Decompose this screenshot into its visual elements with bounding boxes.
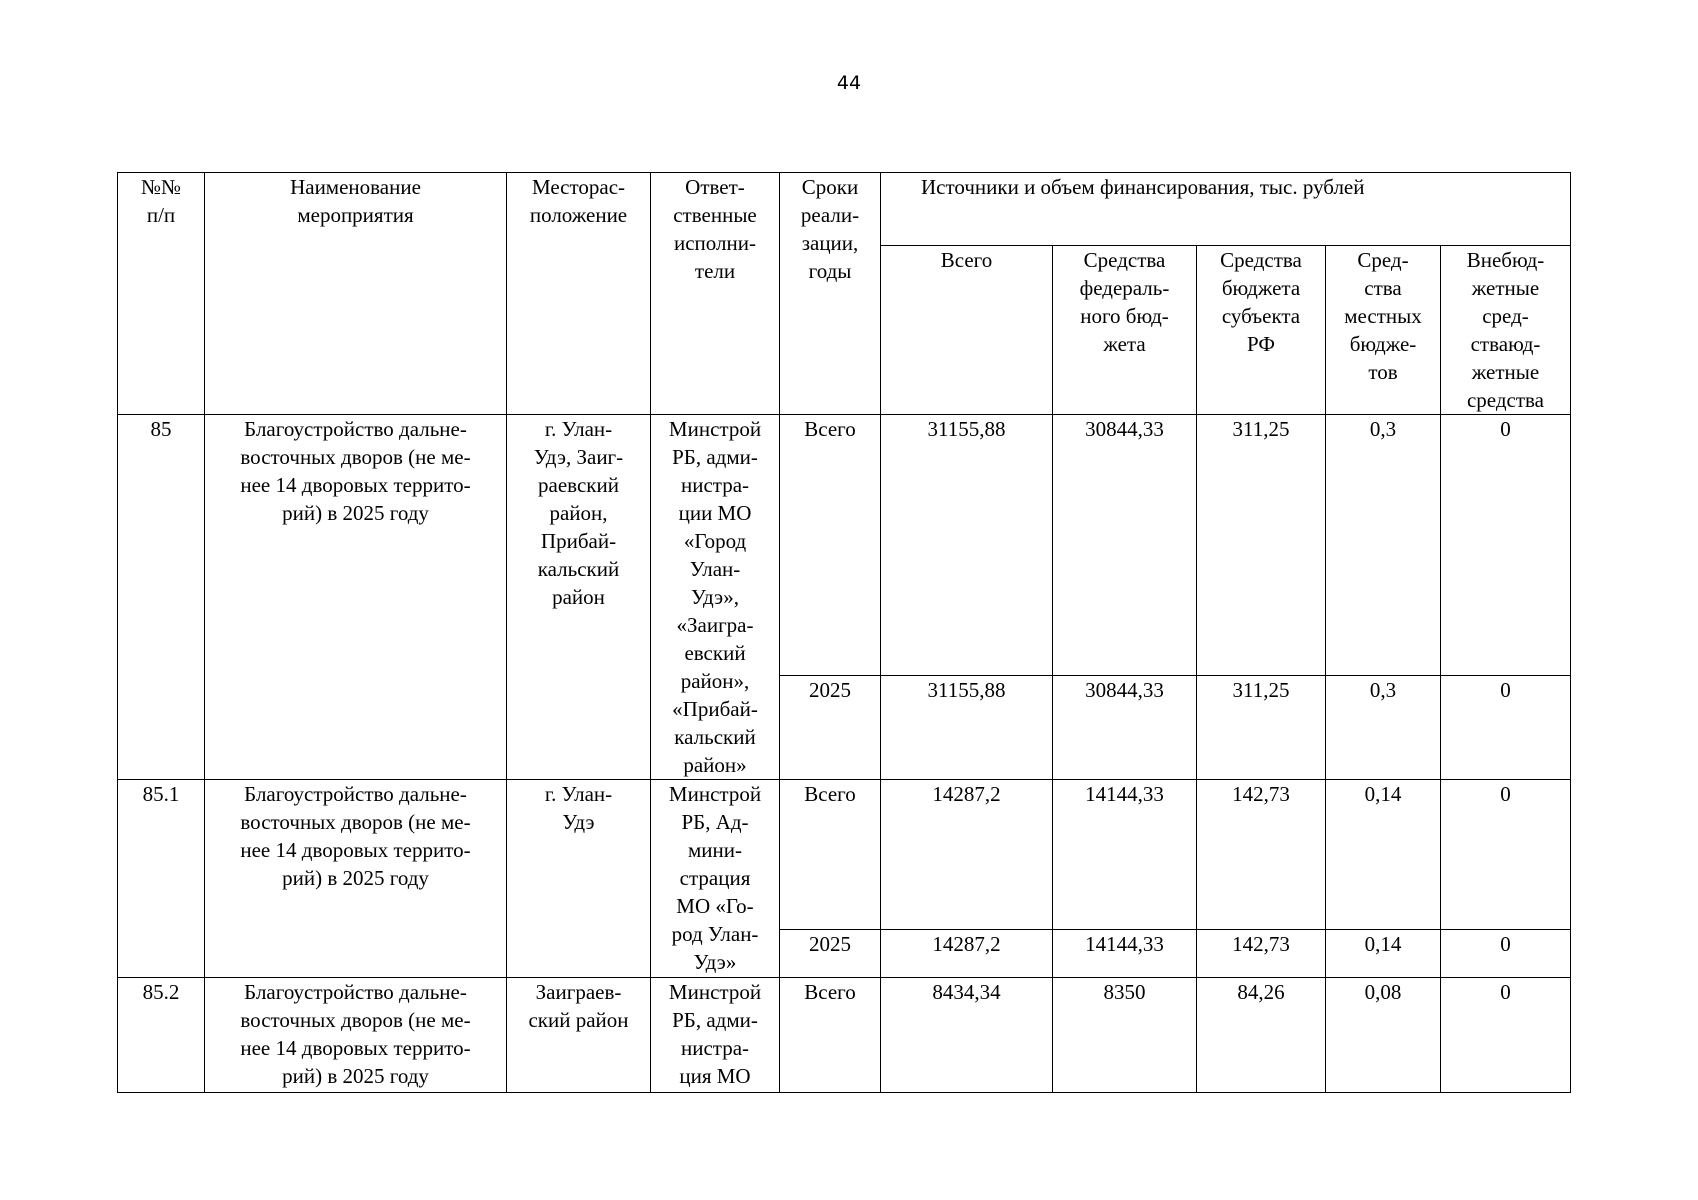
row-location: г. Улан- Удэ, Заиг- раевский район, Прибай- кальский район [507, 415, 651, 780]
row-name: Благоустройство дальне- восточных дворов (не ме- нее 14 дворовых террито- рий) в 2025 году [205, 780, 507, 978]
financing-table [117, 172, 1571, 1093]
header-total: Всего [881, 246, 1053, 415]
row-period: Всего [780, 415, 881, 676]
row-location: г. Улан- Удэ [507, 780, 651, 978]
row-total: 31155,88 [881, 676, 1053, 780]
row-federal: 14144,33 [1053, 780, 1197, 930]
row-local: 0,08 [1326, 978, 1441, 1093]
row-regional: 142,73 [1197, 930, 1326, 978]
row-local: 0,3 [1326, 676, 1441, 780]
row-extra: 0 [1441, 930, 1571, 978]
table-row [118, 978, 1571, 1093]
row-extra: 0 [1441, 676, 1571, 780]
row-regional: 311,25 [1197, 676, 1326, 780]
row-federal: 30844,33 [1053, 415, 1197, 676]
header-row [118, 173, 1571, 246]
row-total: 8434,34 [881, 978, 1053, 1093]
row-regional: 84,26 [1197, 978, 1326, 1093]
row-period: 2025 [780, 676, 881, 780]
page-number: 44 [836, 72, 862, 94]
header-period: Сроки реали- зации, годы [780, 173, 881, 415]
header-num: №№ п/п [118, 173, 205, 415]
row-executors: Минстрой РБ, Ад- мини- страция МО «Го- род Улан- Удэ» [651, 780, 780, 978]
row-period: Всего [780, 780, 881, 930]
header-federal: Средства федераль- ного бюд- жета [1053, 246, 1197, 415]
table-row [118, 415, 1571, 676]
row-location: Заиграев- ский район [507, 978, 651, 1093]
header-executors: Ответ- ственные исполни- тели [651, 173, 780, 415]
row-extra: 0 [1441, 978, 1571, 1093]
row-num: 85 [118, 415, 205, 780]
row-period: 2025 [780, 930, 881, 978]
row-local: 0,14 [1326, 930, 1441, 978]
header-location: Месторас- положение [507, 173, 651, 415]
header-extra: Внебюд- жетные сред- стваюд- жетные средства [1441, 246, 1571, 415]
row-name: Благоустройство дальне- восточных дворов (не ме- нее 14 дворовых террито- рий) в 2025 году [205, 978, 507, 1093]
row-name: Благоустройство дальне- восточных дворов (не ме- нее 14 дворовых террито- рий) в 2025 году [205, 415, 507, 780]
row-federal: 14144,33 [1053, 930, 1197, 978]
row-local: 0,3 [1326, 415, 1441, 676]
row-regional: 311,25 [1197, 415, 1326, 676]
row-period: Всего [780, 978, 881, 1093]
header-regional: Средства бюджета субъекта РФ [1197, 246, 1326, 415]
header-name: Наименование мероприятия [205, 173, 507, 415]
row-executors: Минстрой РБ, адми- нистра- ции МО «Город Улан- Удэ», «Заигра- евский район», «Прибай- кальский район» [651, 415, 780, 780]
header-local: Сред- ства местных бюдже- тов [1326, 246, 1441, 415]
header-sources: Источники и объем финансирования, тыс. рублей [881, 173, 1571, 246]
row-num: 85.2 [118, 978, 205, 1093]
row-extra: 0 [1441, 415, 1571, 676]
row-federal: 8350 [1053, 978, 1197, 1093]
table-row [118, 780, 1571, 930]
row-regional: 142,73 [1197, 780, 1326, 930]
row-total: 14287,2 [881, 780, 1053, 930]
row-total: 31155,88 [881, 415, 1053, 676]
row-executors: Минстрой РБ, адми- нистра- ция МО [651, 978, 780, 1093]
row-num: 85.1 [118, 780, 205, 978]
row-total: 14287,2 [881, 930, 1053, 978]
row-extra: 0 [1441, 780, 1571, 930]
row-local: 0,14 [1326, 780, 1441, 930]
row-federal: 30844,33 [1053, 676, 1197, 780]
